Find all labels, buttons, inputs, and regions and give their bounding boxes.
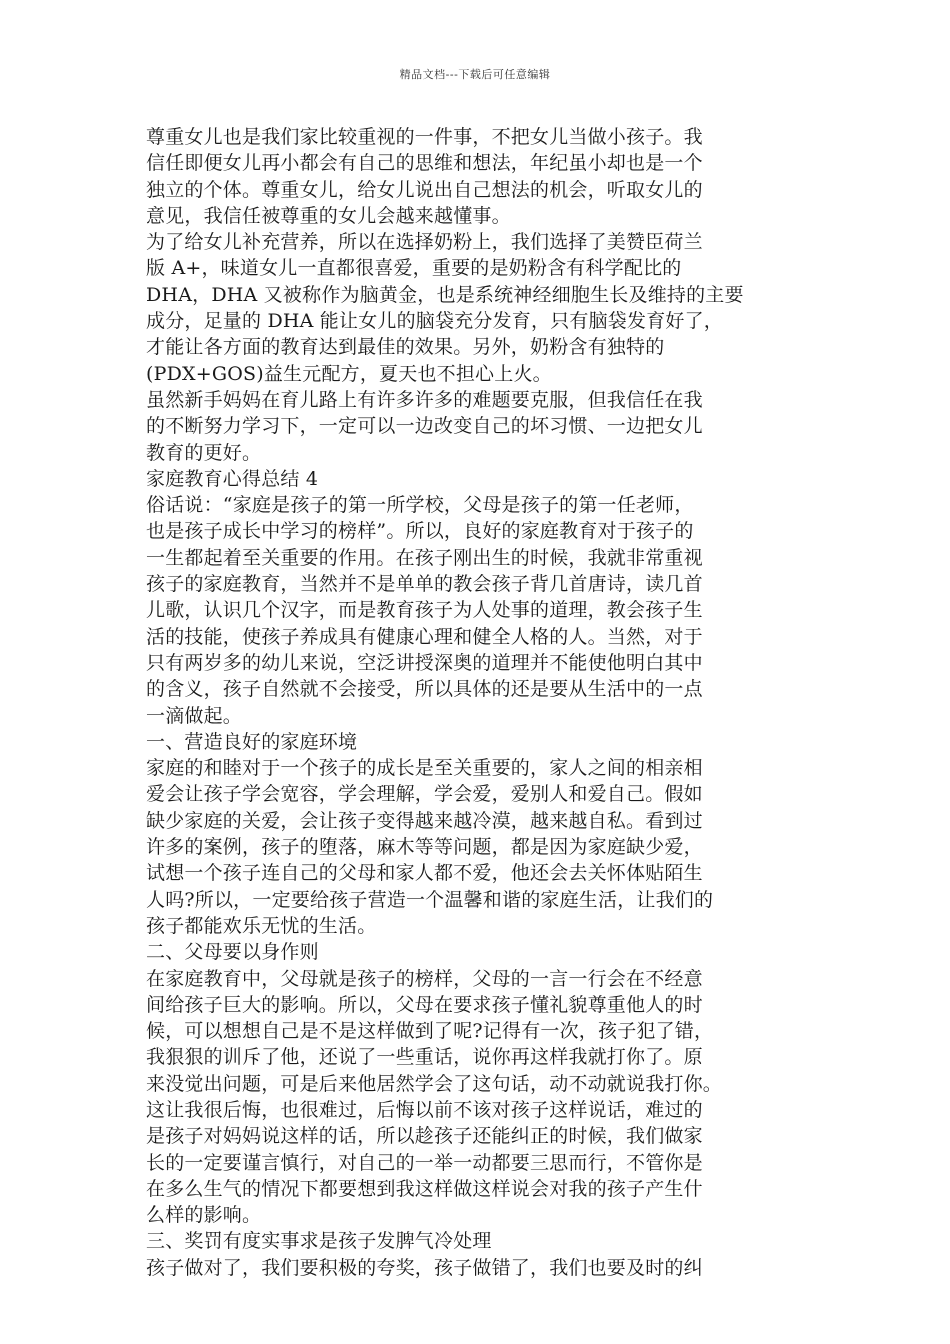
text-line: 孩子都能欢乐无忧的生活。	[146, 914, 377, 937]
text-line: (PDX+GOS)益生元配方，夏天也不担心上火。	[146, 362, 552, 385]
text-line: 二、父母要以身作则	[146, 941, 319, 964]
text-line: 才能让各方面的教育达到最佳的效果。另外，奶粉含有独特的	[146, 336, 665, 359]
text-line: 独立的个体。尊重女儿，给女儿说出自己想法的机会，听取女儿的	[146, 178, 703, 201]
text-line: 成分，足量的 DHA 能让女儿的脑袋充分发育，只有脑袋发育好了，	[146, 310, 724, 333]
text-line: 家庭教育心得总结 4	[146, 467, 319, 490]
text-line: 儿歌，认识几个汉字，而是教育孩子为人处事的道理，教会孩子生	[146, 599, 703, 622]
text-line: 么样的影响。	[146, 1204, 262, 1227]
text-line: 也是孩子成长中学习的榜样”。所以，良好的家庭教育对于孩子的	[146, 520, 694, 543]
text-line: 人吗?所以，一定要给孩子营造一个温馨和谐的家庭生活，让我们的	[146, 888, 714, 911]
text-line: 版 A+，味道女儿一直都很喜爱，重要的是奶粉含有科学配比的	[146, 257, 682, 280]
text-line: 我狠狠的训斥了他，还说了一些重话，说你再这样我就打你了。原	[146, 1046, 703, 1069]
text-line: 信任即便女儿再小都会有自己的思维和想法，年纪虽小却也是一个	[146, 152, 703, 175]
text-line: 一滴做起。	[146, 704, 243, 727]
text-line: 孩子做对了，我们要积极的夸奖，孩子做错了，我们也要及时的纠	[146, 1256, 703, 1279]
text-line: 尊重女儿也是我们家比较重视的一件事，不把女儿当做小孩子。我	[146, 126, 703, 148]
text-line: 家庭的和睦对于一个孩子的成长是至关重要的，家人之间的相亲相	[146, 757, 703, 780]
text-line: 试想一个孩子连自己的父母和家人都不爱，他还会去关怀体贴陌生	[146, 862, 703, 885]
text-line: 爱会让孩子学会宽容，学会理解，学会爱，爱别人和爱自己。假如	[146, 783, 703, 806]
text-line: 孩子的家庭教育，当然并不是单单的教会孩子背几首唐诗，读几首	[146, 573, 703, 596]
text-line: 在多么生气的情况下都要想到我这样做这样说会对我的孩子产生什	[146, 1177, 703, 1200]
text-line: 这让我很后悔，也很难过，后悔以前不该对孩子这样说话，难过的	[146, 1098, 703, 1121]
text-line: 只有两岁多的幼儿来说，空泛讲授深奥的道理并不能使他明白其中	[146, 651, 703, 674]
text-line: 缺少家庭的关爱，会让孩子变得越来越冷漠，越来越自私。看到过	[146, 809, 703, 832]
text-line: 一生都起着至关重要的作用。在孩子刚出生的时候，我就非常重视	[146, 546, 703, 569]
text-line: 的不断努力学习下，一定可以一边改变自己的坏习惯、一边把女儿	[146, 415, 703, 438]
text-line: 三、奖罚有度实事求是孩子发脾气冷处理	[146, 1230, 492, 1253]
text-line: 俗话说：“家庭是孩子的第一所学校，父母是孩子的第一任老师，	[146, 494, 694, 517]
text-line: 许多的案例，孩子的堕落，麻木等等问题，都是因为家庭缺少爱，	[146, 836, 703, 859]
document-body	[146, 124, 816, 1281]
text-line: 来没觉出问题，可是后来他居然学会了这句话，动不动就说我打你。	[146, 1072, 723, 1095]
text-line: 为了给女儿补充营养，所以在选择奶粉上，我们选择了美赞臣荷兰	[146, 231, 703, 254]
text-line: 在家庭教育中，父母就是孩子的榜样，父母的一言一行会在不经意	[146, 967, 703, 990]
text-line: 的含义，孩子自然就不会接受，所以具体的还是要从生活中的一点	[146, 678, 703, 701]
text-line: 意见，我信任被尊重的女儿会越来越懂事。	[146, 204, 511, 227]
text-line: 活的技能，使孩子养成具有健康心理和健全人格的人。当然，对于	[146, 625, 703, 648]
text-line: 候，可以想想自己是不是这样做到了呢?记得有一次，孩子犯了错，	[146, 1020, 714, 1043]
text-line: 虽然新手妈妈在育儿路上有许多许多的难题要克服，但我信任在我	[146, 388, 703, 411]
text-line: 间给孩子巨大的影响。所以，父母在要求孩子懂礼貌尊重他人的时	[146, 993, 703, 1016]
page-header: 精品文档---下载后可任意编辑	[399, 68, 551, 81]
text-line: 长的一定要谨言慎行，对自己的一举一动都要三思而行，不管你是	[146, 1151, 703, 1174]
text-line: 一、营造良好的家庭环境	[146, 730, 358, 753]
text-line: DHA，DHA 又被称作为脑黄金，也是系统神经细胞生长及维持的主要	[146, 283, 744, 306]
text-line: 是孩子对妈妈说这样的话，所以趁孩子还能纠正的时候，我们做家	[146, 1125, 703, 1148]
text-line: 教育的更好。	[146, 441, 262, 464]
